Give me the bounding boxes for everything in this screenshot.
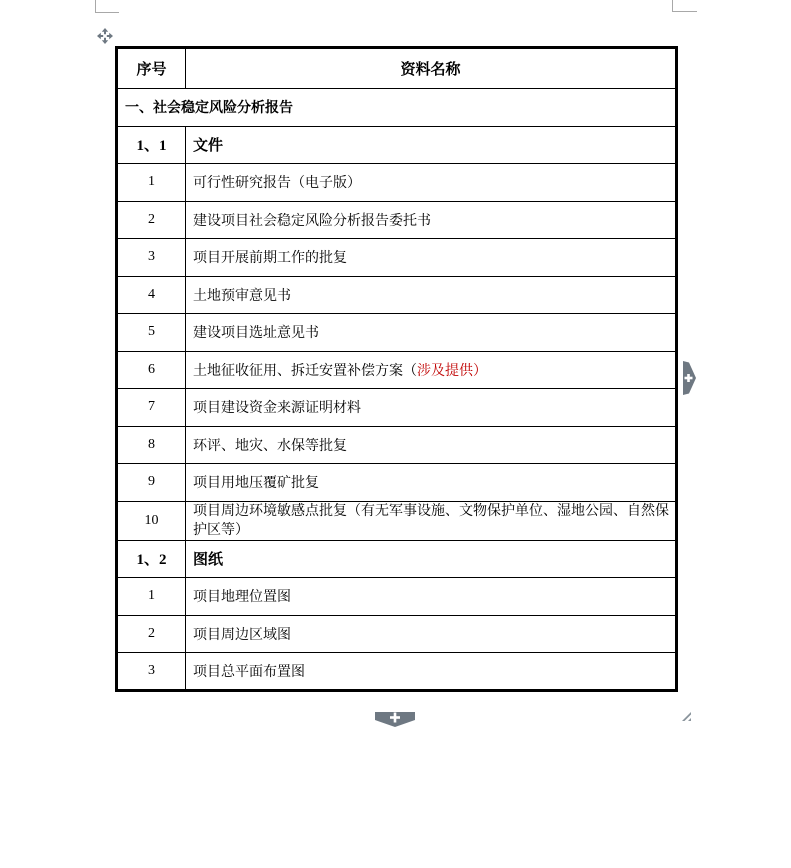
table-row-item: [117, 239, 677, 277]
row-text: 项目周边区域图: [193, 627, 291, 643]
table-row-sub: [117, 540, 677, 578]
row-number: 1: [148, 174, 155, 190]
table-row-item: [117, 351, 677, 389]
row-number: 1、1: [136, 138, 167, 155]
row-number-cell[interactable]: [117, 615, 186, 653]
row-text: 土地预审意见书: [193, 288, 291, 304]
row-text: 可行性研究报告（电子版）: [193, 176, 361, 192]
add-row-button[interactable]: [375, 712, 415, 727]
table-row-item: [117, 389, 677, 427]
row-number: 3: [148, 662, 155, 678]
table-move-handle[interactable]: [97, 28, 113, 44]
row-number-cell[interactable]: [117, 314, 186, 352]
table-row-item: [117, 201, 677, 239]
row-number-cell[interactable]: [117, 126, 186, 164]
row-content-cell[interactable]: [186, 239, 677, 277]
row-text: 文件: [193, 138, 224, 155]
row-number: 8: [148, 436, 155, 452]
row-number: 10: [144, 513, 159, 528]
row-number-cell[interactable]: [117, 239, 186, 277]
row-content-cell[interactable]: [186, 615, 677, 653]
row-text: 图纸: [193, 552, 224, 569]
row-text: 项目建设资金来源证明材料: [193, 401, 361, 417]
row-text: 项目地理位置图: [193, 590, 291, 606]
table-row-item: [117, 464, 677, 502]
table-row-section: [117, 89, 677, 127]
row-number: 1: [148, 588, 155, 604]
row-text: 项目开展前期工作的批复: [193, 251, 347, 267]
table-row-item: [117, 653, 677, 691]
table-header-row: [117, 48, 677, 89]
row-number: 4: [148, 286, 155, 302]
table-row-item: [117, 314, 677, 352]
row-text: 项目用地压覆矿批复: [193, 476, 319, 492]
row-number: 2: [148, 625, 155, 641]
table-row-item: [117, 276, 677, 314]
table-row-item: [117, 501, 677, 540]
row-text: 环评、地灾、水保等批复: [193, 438, 347, 454]
row-number-cell[interactable]: [117, 351, 186, 389]
row-number: 6: [148, 361, 155, 377]
plus-icon: [375, 712, 415, 727]
row-number: 5: [148, 324, 155, 340]
document-table-body: [117, 89, 677, 691]
row-text: 建设项目选址意见书: [193, 326, 319, 342]
row-number: 3: [148, 249, 155, 265]
plus-icon: [683, 361, 696, 395]
row-text: 项目周边环境敏感点批复（有无军事设施、文物保护单位、湿地公园、自然保护区等）: [193, 503, 669, 538]
header-cell-name[interactable]: 资料名称: [186, 48, 677, 89]
section-cell[interactable]: [117, 89, 677, 127]
row-content-cell[interactable]: [186, 164, 677, 202]
row-number: 9: [148, 474, 155, 490]
table-row-item: [117, 615, 677, 653]
row-text: 土地征收征用、拆迁安置补偿方案（: [193, 363, 417, 379]
row-number-cell[interactable]: [117, 164, 186, 202]
table-row-item: [117, 426, 677, 464]
resize-grip-icon: [678, 708, 691, 721]
row-text: 建设项目社会稳定风险分析报告委托书: [193, 213, 431, 229]
row-number-cell[interactable]: [117, 501, 186, 540]
row-content-cell[interactable]: [186, 351, 677, 389]
row-number: 2: [148, 211, 155, 227]
row-content-cell[interactable]: [186, 276, 677, 314]
row-content-cell[interactable]: [186, 501, 677, 540]
row-number: 1、2: [136, 552, 167, 569]
row-number-cell[interactable]: [117, 201, 186, 239]
row-number-cell[interactable]: [117, 540, 186, 578]
row-number-cell[interactable]: [117, 653, 186, 691]
row-content-cell[interactable]: [186, 314, 677, 352]
row-content-cell[interactable]: [186, 126, 677, 164]
row-text: 项目总平面布置图: [193, 664, 305, 680]
row-number-cell[interactable]: [117, 426, 186, 464]
left-margin-mark-horizontal: [95, 12, 119, 14]
right-margin-mark-horizontal: [672, 11, 697, 13]
row-content-cell[interactable]: [186, 653, 677, 691]
row-content-cell[interactable]: [186, 389, 677, 427]
row-number: 7: [148, 399, 155, 415]
row-number-cell[interactable]: [117, 276, 186, 314]
row-content-cell[interactable]: [186, 540, 677, 578]
row-number-cell[interactable]: [117, 578, 186, 616]
row-content-cell[interactable]: [186, 464, 677, 502]
section-title: 一、社会稳定风险分析报告: [125, 101, 293, 117]
four-arrows-icon: [97, 28, 113, 44]
table-row-sub: [117, 126, 677, 164]
row-text-red: 涉及提供）: [417, 363, 487, 379]
row-content-cell[interactable]: [186, 201, 677, 239]
add-column-button[interactable]: [683, 361, 696, 395]
table-row-item: [117, 164, 677, 202]
document-table: [115, 46, 678, 692]
row-number-cell[interactable]: [117, 464, 186, 502]
header-cell-number[interactable]: 序号: [117, 48, 186, 89]
row-content-cell[interactable]: [186, 426, 677, 464]
row-content-cell[interactable]: [186, 578, 677, 616]
table-resize-handle[interactable]: [678, 708, 691, 721]
row-number-cell[interactable]: [117, 389, 186, 427]
table-row-item: [117, 578, 677, 616]
